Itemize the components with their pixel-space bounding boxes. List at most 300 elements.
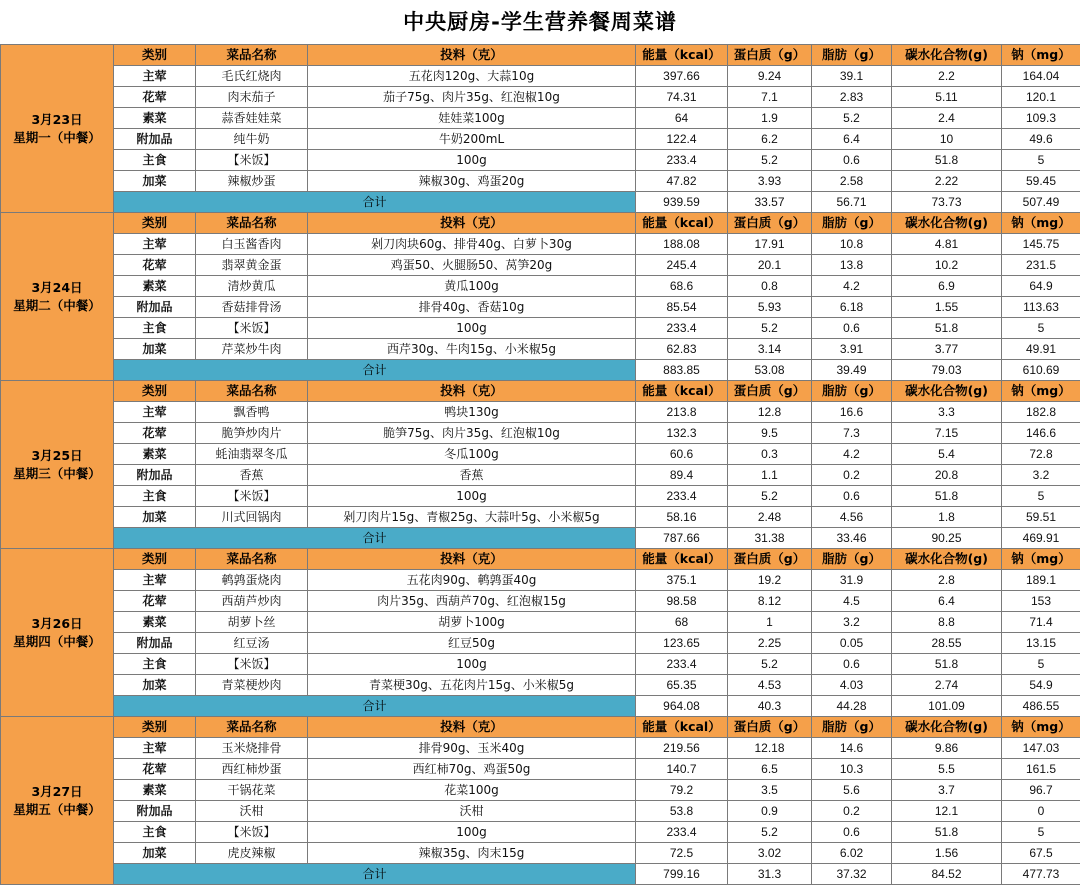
table-row [1, 297, 1080, 318]
total-row [1, 192, 1080, 213]
ingredients-cell: 鸡蛋50、火腿肠50、莴笋20g [308, 255, 636, 276]
carb-cell: 10.2 [892, 255, 1002, 276]
fat-cell: 6.02 [812, 843, 892, 864]
total-label: 合计 [114, 192, 636, 213]
total-fat-cell: 44.28 [812, 696, 892, 717]
protein-cell: 6.2 [728, 129, 812, 150]
protein-cell: 5.2 [728, 822, 812, 843]
carb-cell: 51.8 [892, 654, 1002, 675]
total-fat-cell: 33.46 [812, 528, 892, 549]
dish-name-cell: 青菜梗炒肉 [196, 675, 308, 696]
sodium-cell: 161.5 [1002, 759, 1080, 780]
ingredients-cell: 冬瓜100g [308, 444, 636, 465]
ingredients-cell: 100g [308, 486, 636, 507]
total-row [1, 696, 1080, 717]
fat-cell: 3.2 [812, 612, 892, 633]
energy-cell: 245.4 [636, 255, 728, 276]
carb-cell: 20.8 [892, 465, 1002, 486]
table-row [1, 822, 1080, 843]
category-cell: 素菜 [114, 108, 196, 129]
dish-name-cell: 【米饭】 [196, 654, 308, 675]
total-energy-cell: 787.66 [636, 528, 728, 549]
protein-cell: 1.1 [728, 465, 812, 486]
fat-cell: 4.5 [812, 591, 892, 612]
fat-cell: 0.6 [812, 654, 892, 675]
carb-cell: 3.3 [892, 402, 1002, 423]
carb-header: 碳水化合物(g) [892, 717, 1002, 738]
total-protein-cell: 31.3 [728, 864, 812, 885]
energy-cell: 72.5 [636, 843, 728, 864]
energy-header: 能量（kcal） [636, 549, 728, 570]
sodium-cell: 120.1 [1002, 87, 1080, 108]
dish-name-cell: 香蕉 [196, 465, 308, 486]
category-cell: 附加品 [114, 633, 196, 654]
fat-header: 脂肪（g） [812, 717, 892, 738]
ingredients-header: 投料（克） [308, 45, 636, 66]
protein-cell: 5.2 [728, 318, 812, 339]
category-cell: 附加品 [114, 465, 196, 486]
total-row [1, 528, 1080, 549]
sodium-header: 钠（mg） [1002, 213, 1080, 234]
ingredients-cell: 肉片35g、西葫芦70g、红泡椒15g [308, 591, 636, 612]
protein-cell: 12.8 [728, 402, 812, 423]
ingredients-cell: 胡萝卜100g [308, 612, 636, 633]
ingredients-cell: 辣椒35g、肉末15g [308, 843, 636, 864]
fat-header: 脂肪（g） [812, 45, 892, 66]
dish-name-header: 菜品名称 [196, 381, 308, 402]
category-cell: 加菜 [114, 843, 196, 864]
energy-cell: 89.4 [636, 465, 728, 486]
ingredients-cell: 沃柑 [308, 801, 636, 822]
table-row [1, 234, 1080, 255]
total-sodium-cell: 469.91 [1002, 528, 1080, 549]
ingredients-cell: 100g [308, 318, 636, 339]
fat-cell: 6.18 [812, 297, 892, 318]
category-cell: 花荤 [114, 87, 196, 108]
day-weekday: 星期五（中餐） [13, 801, 101, 817]
sodium-cell: 113.63 [1002, 297, 1080, 318]
energy-header: 能量（kcal） [636, 45, 728, 66]
sodium-cell: 64.9 [1002, 276, 1080, 297]
ingredients-cell: 香蕉 [308, 465, 636, 486]
fat-cell: 0.6 [812, 822, 892, 843]
sodium-header: 钠（mg） [1002, 549, 1080, 570]
sodium-cell: 49.6 [1002, 129, 1080, 150]
fat-header: 脂肪（g） [812, 549, 892, 570]
ingredients-cell: 100g [308, 150, 636, 171]
energy-cell: 397.66 [636, 66, 728, 87]
table-row [1, 675, 1080, 696]
dish-name-cell: 沃柑 [196, 801, 308, 822]
energy-cell: 122.4 [636, 129, 728, 150]
fat-cell: 0.6 [812, 318, 892, 339]
carb-cell: 28.55 [892, 633, 1002, 654]
protein-cell: 1 [728, 612, 812, 633]
energy-cell: 188.08 [636, 234, 728, 255]
carb-cell: 10 [892, 129, 1002, 150]
sodium-header: 钠（mg） [1002, 381, 1080, 402]
total-energy-cell: 883.85 [636, 360, 728, 381]
protein-cell: 5.2 [728, 150, 812, 171]
day-label [1, 717, 114, 885]
ingredients-header: 投料（克） [308, 549, 636, 570]
total-protein-cell: 40.3 [728, 696, 812, 717]
dish-name-cell: 西红柿炒蛋 [196, 759, 308, 780]
fat-cell: 13.8 [812, 255, 892, 276]
ingredients-cell: 青菜梗30g、五花肉片15g、小米椒5g [308, 675, 636, 696]
category-header: 类别 [114, 45, 196, 66]
category-header: 类别 [114, 213, 196, 234]
energy-cell: 233.4 [636, 486, 728, 507]
category-header: 类别 [114, 717, 196, 738]
protein-cell: 9.24 [728, 66, 812, 87]
protein-cell: 5.2 [728, 486, 812, 507]
sodium-cell: 146.6 [1002, 423, 1080, 444]
day-header-row [1, 45, 1080, 66]
protein-header: 蛋白质（g） [728, 213, 812, 234]
ingredients-cell: 红豆50g [308, 633, 636, 654]
fat-cell: 0.2 [812, 465, 892, 486]
carb-header: 碳水化合物(g) [892, 381, 1002, 402]
category-cell: 主荤 [114, 570, 196, 591]
carb-cell: 2.8 [892, 570, 1002, 591]
protein-header: 蛋白质（g） [728, 381, 812, 402]
fat-header: 脂肪（g） [812, 381, 892, 402]
dish-name-cell: 白玉酱香肉 [196, 234, 308, 255]
sodium-cell: 153 [1002, 591, 1080, 612]
carb-cell: 51.8 [892, 150, 1002, 171]
sodium-cell: 0 [1002, 801, 1080, 822]
dish-name-cell: 【米饭】 [196, 486, 308, 507]
fat-cell: 2.58 [812, 171, 892, 192]
carb-cell: 6.9 [892, 276, 1002, 297]
total-label: 合计 [114, 696, 636, 717]
energy-header: 能量（kcal） [636, 381, 728, 402]
dish-name-cell: 飘香鸭 [196, 402, 308, 423]
day-date: 3月23日 [31, 111, 83, 127]
ingredients-header: 投料（克） [308, 381, 636, 402]
day-label [1, 381, 114, 549]
total-sodium-cell: 507.49 [1002, 192, 1080, 213]
energy-cell: 233.4 [636, 318, 728, 339]
energy-header: 能量（kcal） [636, 717, 728, 738]
total-label: 合计 [114, 528, 636, 549]
ingredients-cell: 牛奶200mL [308, 129, 636, 150]
menu-table [0, 44, 1080, 885]
protein-cell: 8.12 [728, 591, 812, 612]
energy-cell: 60.6 [636, 444, 728, 465]
table-row [1, 444, 1080, 465]
sodium-cell: 96.7 [1002, 780, 1080, 801]
protein-header: 蛋白质（g） [728, 549, 812, 570]
sodium-cell: 231.5 [1002, 255, 1080, 276]
fat-cell: 16.6 [812, 402, 892, 423]
ingredients-cell: 辣椒30g、鸡蛋20g [308, 171, 636, 192]
sodium-cell: 145.75 [1002, 234, 1080, 255]
category-cell: 主荤 [114, 234, 196, 255]
fat-cell: 6.4 [812, 129, 892, 150]
category-cell: 加菜 [114, 507, 196, 528]
day-weekday: 星期二（中餐） [13, 297, 101, 313]
dish-name-header: 菜品名称 [196, 45, 308, 66]
energy-cell: 65.35 [636, 675, 728, 696]
energy-cell: 62.83 [636, 339, 728, 360]
table-row [1, 465, 1080, 486]
carb-header: 碳水化合物(g) [892, 549, 1002, 570]
category-cell: 加菜 [114, 339, 196, 360]
sodium-cell: 189.1 [1002, 570, 1080, 591]
ingredients-cell: 五花肉90g、鹌鹑蛋40g [308, 570, 636, 591]
protein-cell: 4.53 [728, 675, 812, 696]
dish-name-cell: 川式回锅肉 [196, 507, 308, 528]
sodium-cell: 59.45 [1002, 171, 1080, 192]
table-row [1, 570, 1080, 591]
carb-cell: 2.4 [892, 108, 1002, 129]
dish-name-cell: 蒜香娃娃菜 [196, 108, 308, 129]
table-row [1, 591, 1080, 612]
table-row [1, 108, 1080, 129]
day-label [1, 45, 114, 213]
carb-cell: 3.77 [892, 339, 1002, 360]
sodium-cell: 5 [1002, 654, 1080, 675]
category-header: 类别 [114, 549, 196, 570]
ingredients-cell: 娃娃菜100g [308, 108, 636, 129]
ingredients-header: 投料（克） [308, 717, 636, 738]
sodium-cell: 54.9 [1002, 675, 1080, 696]
dish-name-cell: 脆笋炒肉片 [196, 423, 308, 444]
dish-name-cell: 香菇排骨汤 [196, 297, 308, 318]
energy-cell: 375.1 [636, 570, 728, 591]
sodium-cell: 147.03 [1002, 738, 1080, 759]
table-row [1, 738, 1080, 759]
table-row [1, 843, 1080, 864]
carb-cell: 9.86 [892, 738, 1002, 759]
dish-name-cell: 毛氏红烧肉 [196, 66, 308, 87]
table-row [1, 276, 1080, 297]
day-weekday: 星期一（中餐） [13, 129, 101, 145]
sodium-cell: 72.8 [1002, 444, 1080, 465]
table-row [1, 486, 1080, 507]
ingredients-cell: 黄瓜100g [308, 276, 636, 297]
energy-cell: 64 [636, 108, 728, 129]
table-row [1, 318, 1080, 339]
day-date: 3月27日 [31, 783, 83, 799]
fat-cell: 4.2 [812, 444, 892, 465]
day-header-row [1, 381, 1080, 402]
protein-cell: 3.02 [728, 843, 812, 864]
total-carb-cell: 101.09 [892, 696, 1002, 717]
table-row [1, 633, 1080, 654]
category-header: 类别 [114, 381, 196, 402]
sodium-cell: 5 [1002, 486, 1080, 507]
dish-name-cell: 【米饭】 [196, 318, 308, 339]
category-cell: 主食 [114, 486, 196, 507]
total-row [1, 864, 1080, 885]
category-cell: 花荤 [114, 423, 196, 444]
dish-name-header: 菜品名称 [196, 717, 308, 738]
protein-cell: 12.18 [728, 738, 812, 759]
total-protein-cell: 33.57 [728, 192, 812, 213]
sodium-cell: 5 [1002, 822, 1080, 843]
ingredients-cell: 花菜100g [308, 780, 636, 801]
table-row [1, 423, 1080, 444]
fat-cell: 4.03 [812, 675, 892, 696]
fat-cell: 5.2 [812, 108, 892, 129]
fat-cell: 0.2 [812, 801, 892, 822]
protein-cell: 0.8 [728, 276, 812, 297]
protein-cell: 5.2 [728, 654, 812, 675]
ingredients-cell: 剁刀肉片15g、青椒25g、大蒜叶5g、小米椒5g [308, 507, 636, 528]
fat-cell: 14.6 [812, 738, 892, 759]
protein-cell: 2.25 [728, 633, 812, 654]
ingredients-cell: 脆笋75g、肉片35g、红泡椒10g [308, 423, 636, 444]
protein-cell: 17.91 [728, 234, 812, 255]
total-label: 合计 [114, 864, 636, 885]
total-sodium-cell: 477.73 [1002, 864, 1080, 885]
total-row [1, 360, 1080, 381]
energy-cell: 47.82 [636, 171, 728, 192]
dish-name-cell: 翡翠黄金蛋 [196, 255, 308, 276]
carb-cell: 8.8 [892, 612, 1002, 633]
fat-cell: 0.05 [812, 633, 892, 654]
carb-header: 碳水化合物(g) [892, 213, 1002, 234]
total-protein-cell: 53.08 [728, 360, 812, 381]
day-label [1, 213, 114, 381]
table-row [1, 255, 1080, 276]
dish-name-cell: 胡萝卜丝 [196, 612, 308, 633]
protein-cell: 20.1 [728, 255, 812, 276]
total-sodium-cell: 610.69 [1002, 360, 1080, 381]
day-label [1, 549, 114, 717]
table-row [1, 654, 1080, 675]
carb-cell: 4.81 [892, 234, 1002, 255]
carb-cell: 51.8 [892, 822, 1002, 843]
fat-cell: 7.3 [812, 423, 892, 444]
day-header-row [1, 213, 1080, 234]
protein-cell: 5.93 [728, 297, 812, 318]
category-cell: 主食 [114, 318, 196, 339]
day-date: 3月24日 [31, 279, 83, 295]
carb-cell: 5.11 [892, 87, 1002, 108]
energy-cell: 79.2 [636, 780, 728, 801]
total-sodium-cell: 486.55 [1002, 696, 1080, 717]
total-carb-cell: 90.25 [892, 528, 1002, 549]
energy-cell: 68.6 [636, 276, 728, 297]
dish-name-cell: 西葫芦炒肉 [196, 591, 308, 612]
category-cell: 加菜 [114, 171, 196, 192]
protein-cell: 7.1 [728, 87, 812, 108]
sodium-cell: 182.8 [1002, 402, 1080, 423]
table-row [1, 129, 1080, 150]
ingredients-cell: 排骨90g、玉米40g [308, 738, 636, 759]
energy-cell: 85.54 [636, 297, 728, 318]
protein-cell: 19.2 [728, 570, 812, 591]
energy-cell: 123.65 [636, 633, 728, 654]
protein-header: 蛋白质（g） [728, 717, 812, 738]
fat-cell: 10.3 [812, 759, 892, 780]
dish-name-cell: 鹌鹑蛋烧肉 [196, 570, 308, 591]
fat-cell: 31.9 [812, 570, 892, 591]
table-row [1, 87, 1080, 108]
category-cell: 附加品 [114, 297, 196, 318]
dish-name-cell: 干锅花菜 [196, 780, 308, 801]
ingredients-cell: 鸭块130g [308, 402, 636, 423]
energy-cell: 140.7 [636, 759, 728, 780]
category-cell: 花荤 [114, 759, 196, 780]
table-row [1, 801, 1080, 822]
dish-name-cell: 纯牛奶 [196, 129, 308, 150]
total-carb-cell: 79.03 [892, 360, 1002, 381]
sodium-cell: 71.4 [1002, 612, 1080, 633]
carb-cell: 12.1 [892, 801, 1002, 822]
fat-header: 脂肪（g） [812, 213, 892, 234]
category-cell: 加菜 [114, 675, 196, 696]
ingredients-cell: 西红柿70g、鸡蛋50g [308, 759, 636, 780]
ingredients-cell: 排骨40g、香菇10g [308, 297, 636, 318]
dish-name-cell: 红豆汤 [196, 633, 308, 654]
protein-cell: 9.5 [728, 423, 812, 444]
table-row [1, 66, 1080, 87]
protein-cell: 3.14 [728, 339, 812, 360]
carb-cell: 1.55 [892, 297, 1002, 318]
dish-name-cell: 【米饭】 [196, 150, 308, 171]
sodium-cell: 59.51 [1002, 507, 1080, 528]
energy-cell: 53.8 [636, 801, 728, 822]
total-carb-cell: 73.73 [892, 192, 1002, 213]
sodium-cell: 5 [1002, 150, 1080, 171]
sodium-cell: 109.3 [1002, 108, 1080, 129]
dish-name-cell: 芹菜炒牛肉 [196, 339, 308, 360]
dish-name-cell: 蚝油翡翠冬瓜 [196, 444, 308, 465]
ingredients-cell: 100g [308, 822, 636, 843]
sodium-cell: 3.2 [1002, 465, 1080, 486]
carb-cell: 2.2 [892, 66, 1002, 87]
protein-cell: 1.9 [728, 108, 812, 129]
total-carb-cell: 84.52 [892, 864, 1002, 885]
category-cell: 花荤 [114, 591, 196, 612]
ingredients-cell: 西芹30g、牛肉15g、小米椒5g [308, 339, 636, 360]
carb-cell: 6.4 [892, 591, 1002, 612]
carb-cell: 1.56 [892, 843, 1002, 864]
category-cell: 主食 [114, 150, 196, 171]
carb-cell: 1.8 [892, 507, 1002, 528]
fat-cell: 0.6 [812, 150, 892, 171]
protein-cell: 3.5 [728, 780, 812, 801]
dish-name-cell: 虎皮辣椒 [196, 843, 308, 864]
protein-cell: 6.5 [728, 759, 812, 780]
table-row [1, 150, 1080, 171]
carb-cell: 2.74 [892, 675, 1002, 696]
carb-cell: 5.5 [892, 759, 1002, 780]
table-row [1, 612, 1080, 633]
total-energy-cell: 964.08 [636, 696, 728, 717]
dish-name-cell: 玉米烧排骨 [196, 738, 308, 759]
fat-cell: 0.6 [812, 486, 892, 507]
carb-cell: 5.4 [892, 444, 1002, 465]
sodium-header: 钠（mg） [1002, 717, 1080, 738]
table-row [1, 171, 1080, 192]
day-date: 3月25日 [31, 447, 83, 463]
dish-name-cell: 清炒黄瓜 [196, 276, 308, 297]
total-fat-cell: 56.71 [812, 192, 892, 213]
total-label: 合计 [114, 360, 636, 381]
category-cell: 花荤 [114, 255, 196, 276]
ingredients-cell: 茄子75g、肉片35g、红泡椒10g [308, 87, 636, 108]
sodium-cell: 5 [1002, 318, 1080, 339]
category-cell: 主荤 [114, 402, 196, 423]
category-cell: 素菜 [114, 276, 196, 297]
energy-cell: 219.56 [636, 738, 728, 759]
